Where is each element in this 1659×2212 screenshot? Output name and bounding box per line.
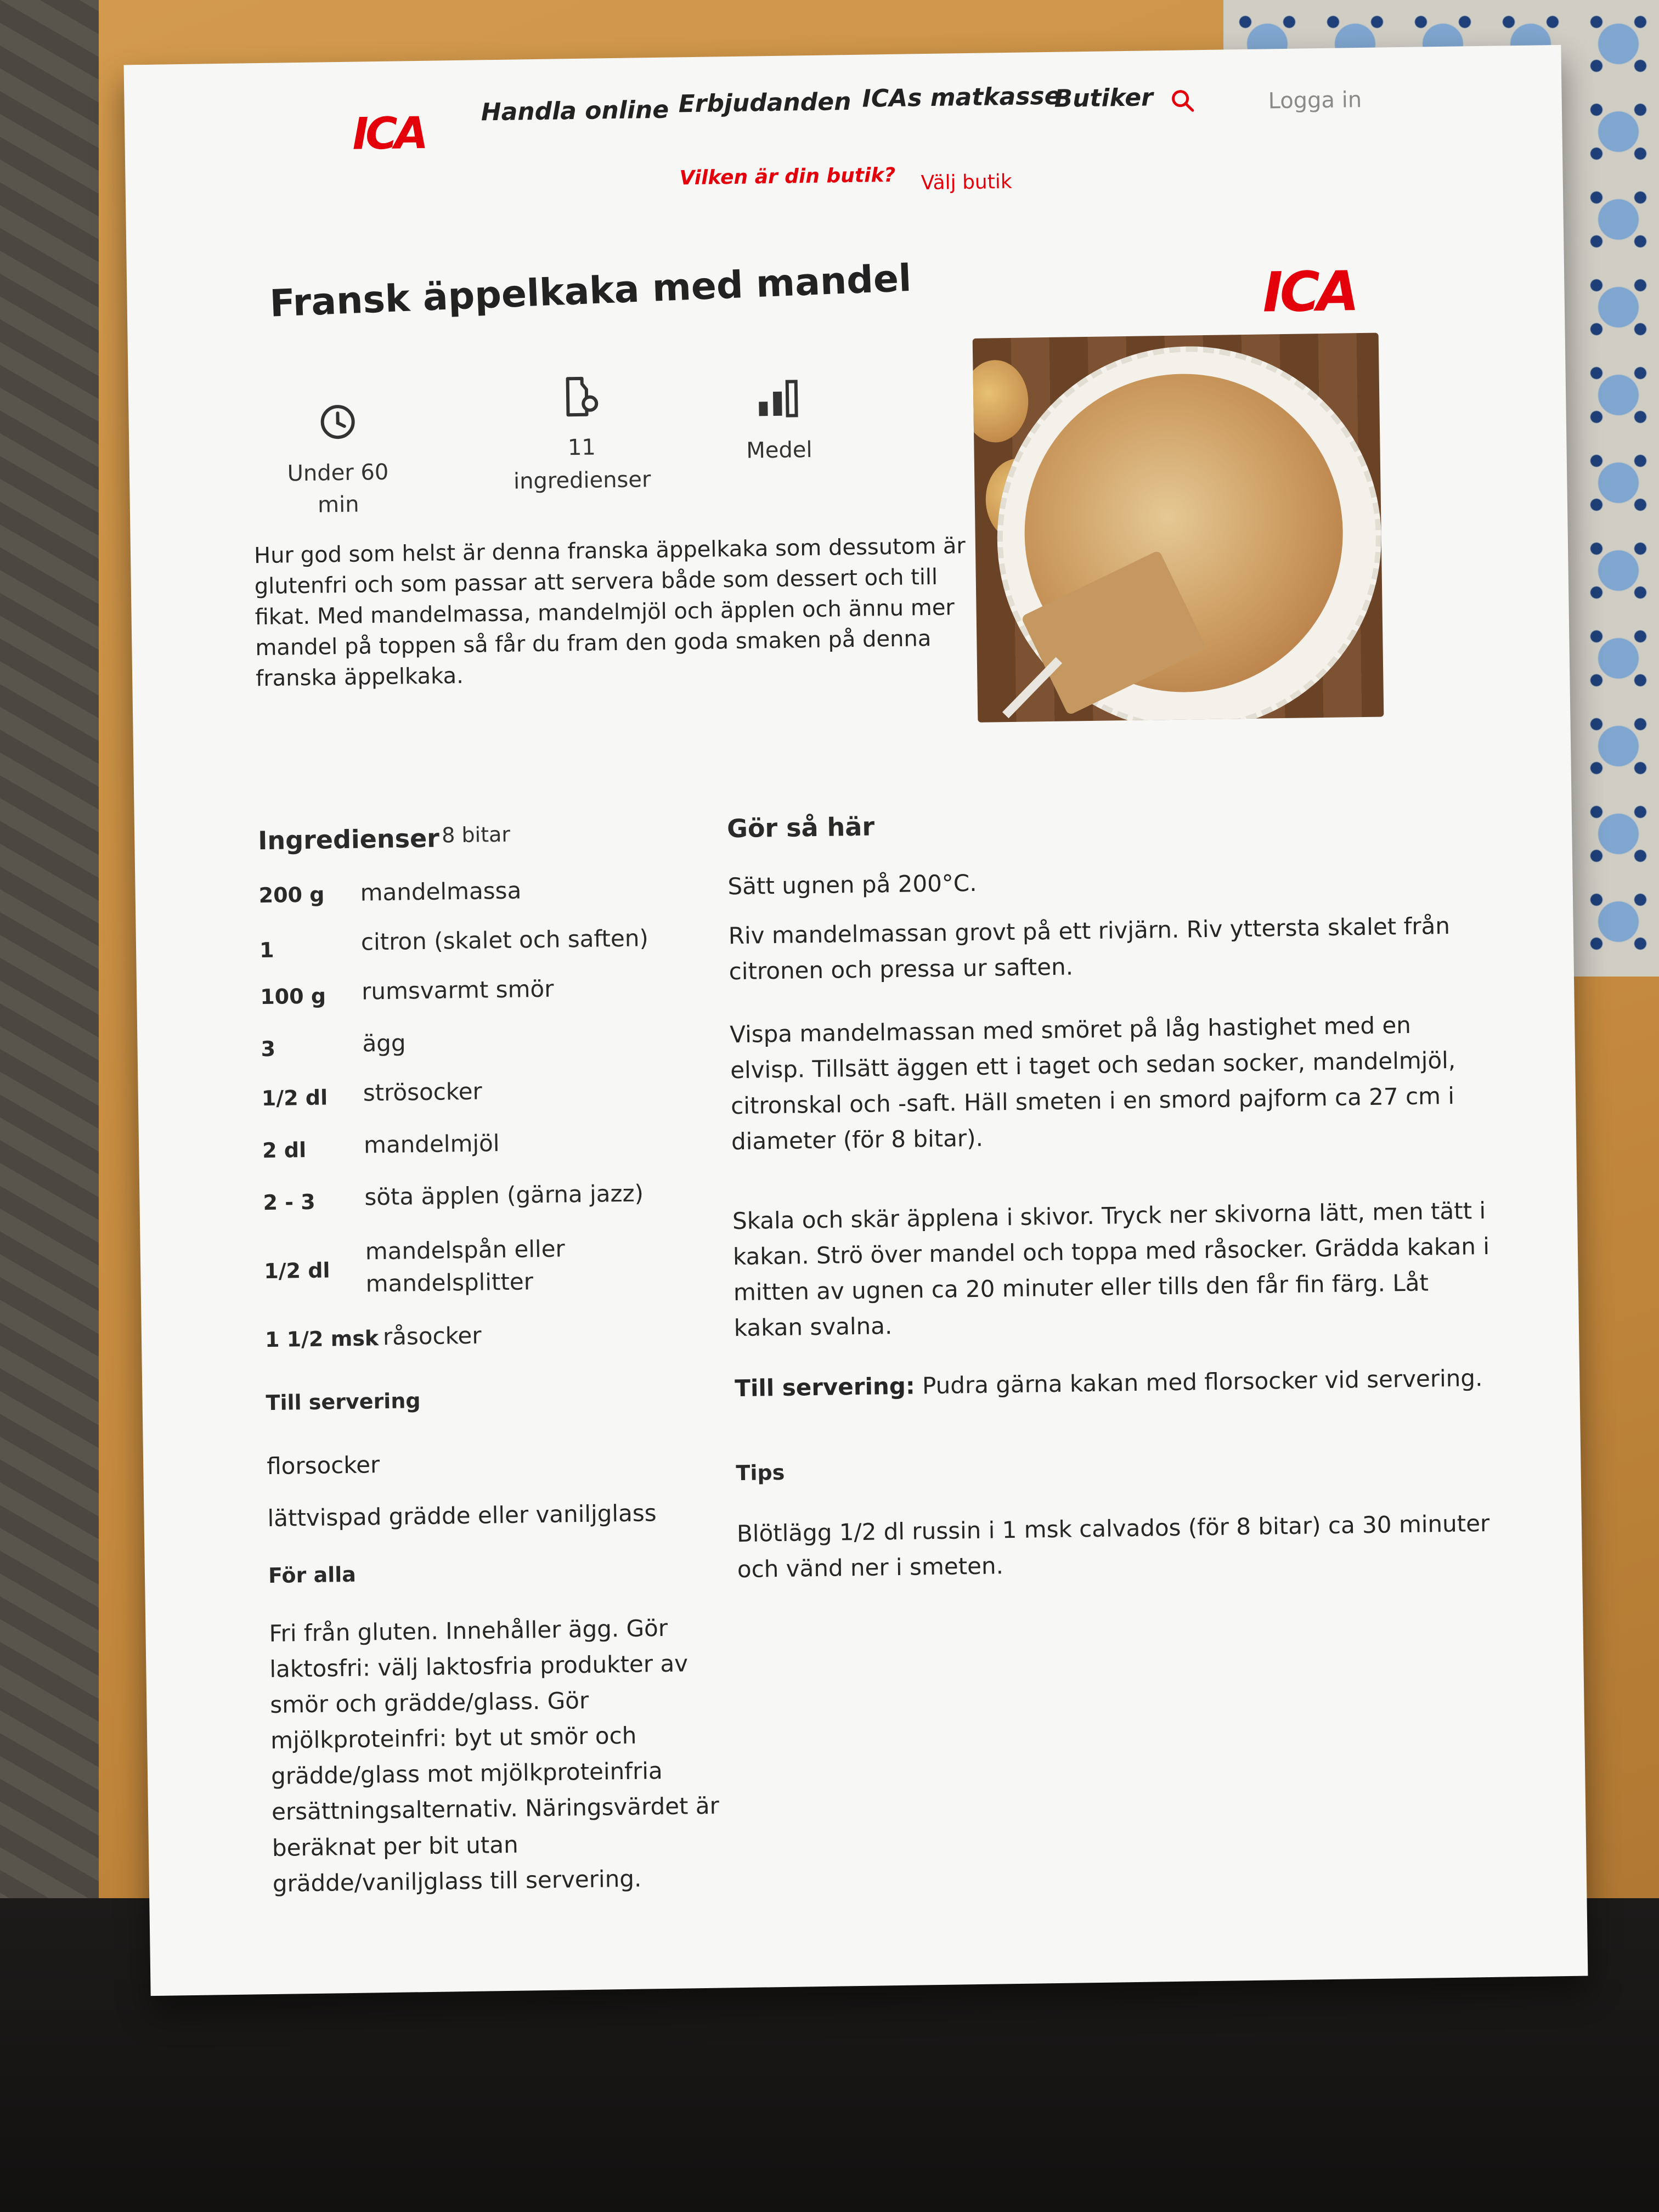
store-question: Vilken är din butik? xyxy=(679,163,896,190)
ingredient-qty: 1/2 dl xyxy=(261,1085,328,1111)
recipe-intro: Hur god som helst är denna franska äppelkaka som dessutom är glutenfri och som passar att servera både som dessert och till fikat. Med mandelmassa, mandelmjöl och äpplen och ännu mer mandel på toppen så får du fram den goda smaken på denna franska äppelkaka. xyxy=(253,533,966,692)
for-all-title: För alla xyxy=(268,1562,357,1588)
clock-icon xyxy=(318,402,358,444)
time-label: Under 60 min xyxy=(287,459,389,518)
ingredient-qty: 2 dl xyxy=(262,1138,307,1163)
login-link[interactable]: Logga in xyxy=(1268,87,1362,114)
nav-handla-online[interactable]: Handla online xyxy=(481,95,669,127)
ica-logo-header[interactable]: ICA xyxy=(352,107,426,160)
ingredient-name: ägg xyxy=(362,1029,406,1057)
ingredient-count-label: ingredienser xyxy=(513,467,651,494)
ingredient-name: råsocker xyxy=(382,1322,482,1351)
recipe-printout xyxy=(124,45,1588,1996)
ingredient-name: citron (skalet och saften) xyxy=(360,924,649,956)
serving-instruction xyxy=(735,1360,1492,1406)
ingredient-qty: 1 xyxy=(259,938,274,963)
serving-instruction-text: Pudra gärna kakan med florsocker vid servering. xyxy=(915,1364,1483,1400)
ingredient-name: mandelmassa xyxy=(360,877,522,906)
ingredient-count: 11 xyxy=(567,435,596,461)
ingredients-title: Ingredienser xyxy=(257,823,440,856)
serving-instruction-label: Till servering: xyxy=(735,1372,916,1402)
ingredient-qty: 100 g xyxy=(259,984,326,1009)
instruction-step: Riv mandelmassan grovt på ett rivjärn. Riv yttersta skalet från citronen och pressa ur saften. xyxy=(728,912,1451,985)
ingredient-qty: 2 - 3 xyxy=(263,1189,315,1215)
cake-server xyxy=(1002,657,1062,719)
instruction-step: Vispa mandelmassan med smöret på låg hastighet med en elvisp. Tillsätt äggen ett i taget och sedan socker, mandelmjöl, citronskal och -saft. Häll smeten i en smord pajform ca 27 cm i diameter (för 8 bitar). xyxy=(729,1011,1456,1155)
serving-item: florsocker xyxy=(266,1451,380,1480)
portion-size[interactable]: 8 bitar xyxy=(441,822,511,848)
tips-text: Blötlägg 1/2 dl russin i 1 msk calvados (för 8 bitar) ca 30 minuter och vänd ner i smeten. xyxy=(736,1509,1490,1583)
nav-butiker[interactable]: Butiker xyxy=(1054,83,1154,113)
ingredient-qty: 1/2 dl xyxy=(263,1258,330,1284)
ingredient-name: söta äpplen (gärna jazz) xyxy=(364,1180,644,1211)
ingredient-name: mandelspån eller mandelsplitter xyxy=(365,1235,566,1297)
ingredient-qty: 1 1/2 msk xyxy=(264,1326,379,1352)
choose-store-link[interactable]: Välj butik xyxy=(921,170,1012,195)
instruction-step: Skala och skär äpplena i skivor. Tryck ner skivorna lätt, men tätt i kakan. Strö över mandel och toppa med råsocker. Grädda kakan i mitten av ugnen ca 20 minuter eller tills den får fin färg. Låt kakan svalna. xyxy=(732,1197,1490,1342)
difficulty-label: Medel xyxy=(746,437,812,464)
ingredient-qty: 200 g xyxy=(258,882,325,908)
recipe-title: Fransk äppelkaka med mandel xyxy=(269,256,912,326)
ingredient-qty: 3 xyxy=(261,1036,276,1062)
tips-title: Tips xyxy=(736,1460,785,1486)
instruction-step: Sätt ugnen på 200°C. xyxy=(727,869,977,900)
serving-item: lättvispad grädde eller vaniljglass xyxy=(267,1499,657,1532)
nav-icas-matkasse[interactable]: ICAs matkasse xyxy=(862,82,1061,113)
nav-erbjudanden[interactable]: Erbjudanden xyxy=(678,87,851,119)
difficulty-bars-icon xyxy=(757,379,801,420)
ingredients-icon xyxy=(559,374,603,420)
serving-title: Till servering xyxy=(266,1389,421,1415)
instructions-title: Gör så här xyxy=(726,811,875,844)
ica-logo-brand: ICA xyxy=(1262,259,1357,325)
ingredient-name: rumsvarmt smör xyxy=(361,975,554,1005)
apple xyxy=(973,360,1029,443)
search-icon[interactable] xyxy=(1169,87,1196,116)
ingredient-name: strösocker xyxy=(363,1077,483,1107)
ingredient-name: mandelmjöl xyxy=(363,1130,500,1159)
recipe-photo xyxy=(973,333,1384,723)
for-all-text: Fri från gluten. Innehåller ägg. Gör laktosfri: välj laktosfria produkter av smör och grädde/glass. Gör mjölkproteinfri: byt ut smör och grädde/glass mot mjölkproteinfria ersättningsalternativ. Näringsvärdet är beräknat per bit utan grädde/vaniljglass till servering. xyxy=(269,1614,720,1897)
